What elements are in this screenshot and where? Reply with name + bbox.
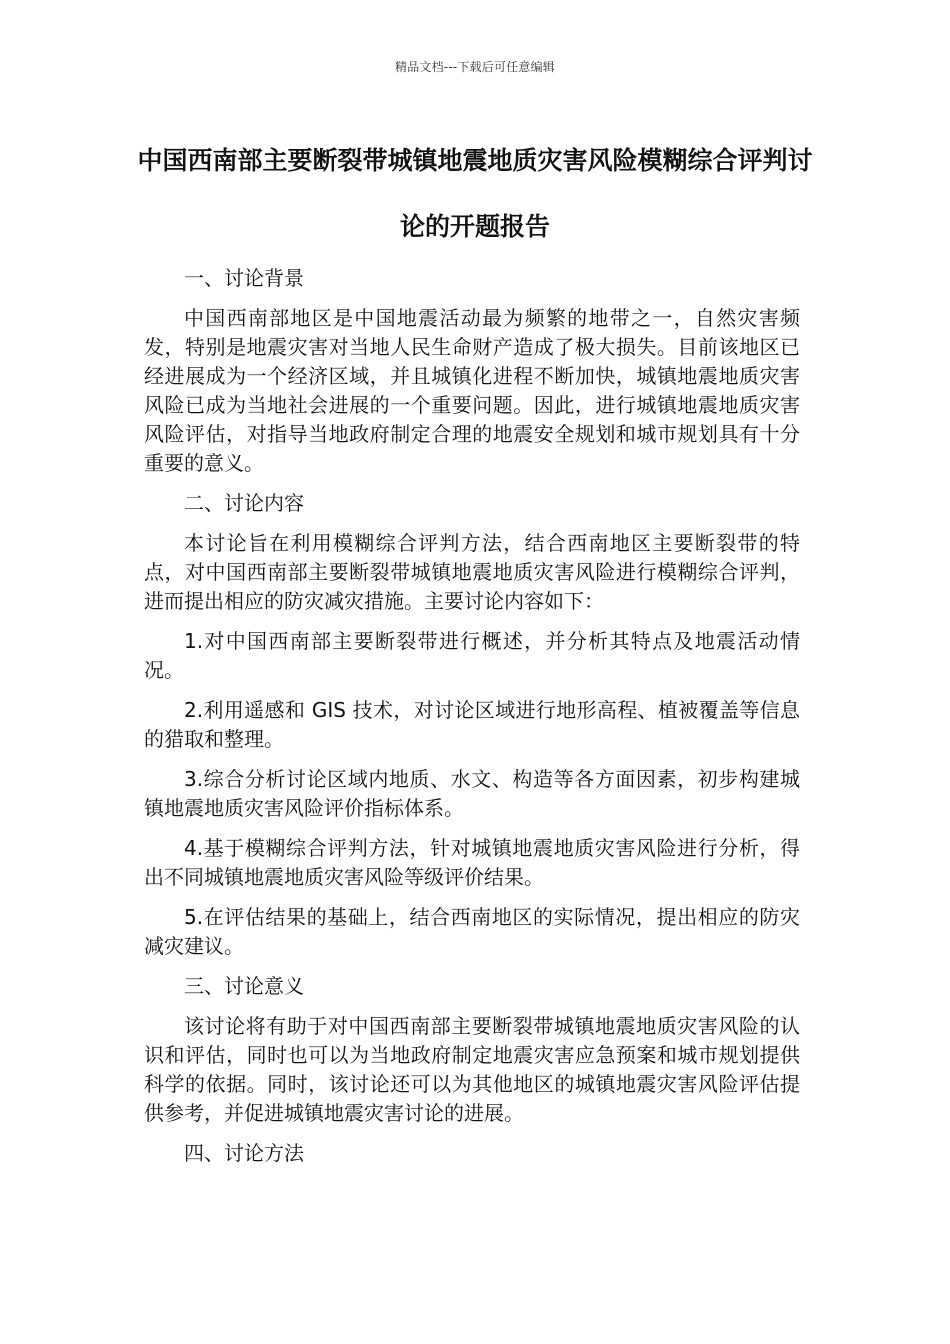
list-item-5: 5.在评估结果的基础上，结合西南地区的实际情况，提出相应的防灾减灾建议。 — [144, 905, 800, 958]
section-heading-content: 二、讨论内容 — [184, 491, 304, 515]
list-item-4: 4.基于模糊综合评判方法，针对城镇地震地质灾害风险进行分析，得出不同城镇地震地质灾害风险等级评价结果。 — [144, 836, 800, 889]
list-item-2: 2.利用遥感和 GIS 技术，对讨论区域进行地形高程、植被覆盖等信息的猎取和整理。 — [144, 698, 800, 751]
document-title: 中国西南部主要断裂带城镇地震地质灾害风险模糊综合评判讨论的开题报告 — [137, 146, 813, 241]
paragraph-significance: 该讨论将有助于对中国西南部主要断裂带城镇地震地质灾害风险的认识和评估，同时也可以为当地政府制定地震灾害应急预案和城市规划提供科学的依据。同时，该讨论还可以为其他地区的城镇地震灾害风险评估提供参考，并促进城镇地震灾害讨论的进展。 — [144, 1014, 800, 1125]
list-item-3: 3.综合分析讨论区域内地质、水文、构造等各方面因素，初步构建城镇地震地质灾害风险评价指标体系。 — [144, 767, 800, 820]
paragraph-content-intro: 本讨论旨在利用模糊综合评判方法，结合西南地区主要断裂带的特点，对中国西南部主要断裂带城镇地震地质灾害风险进行模糊综合评判，进而提出相应的防灾减灾措施。主要讨论内容如下： — [144, 531, 800, 613]
header-note: 精品文档---下载后可任意编辑 — [395, 60, 555, 74]
section-heading-methods: 四、讨论方法 — [184, 1141, 304, 1165]
section-heading-significance: 三、讨论意义 — [184, 974, 304, 998]
paragraph-background: 中国西南部地区是中国地震活动最为频繁的地带之一，自然灾害频发，特别是地震灾害对当地人民生命财产造成了极大损失。目前该地区已经进展成为一个经济区域，并且城镇化进程不断加快，城镇地震地质灾害风险已成为当地社会进展的一个重要问题。因此，进行城镇地震地质灾害风险评估，对指导当地政府制定合理的地震安全规划和城市规划具有十分重要的意义。 — [144, 306, 800, 475]
section-heading-background: 一、讨论背景 — [184, 266, 304, 290]
list-item-1: 1.对中国西南部主要断裂带进行概述，并分析其特点及地震活动情况。 — [144, 629, 800, 682]
document-body — [144, 264, 800, 1179]
